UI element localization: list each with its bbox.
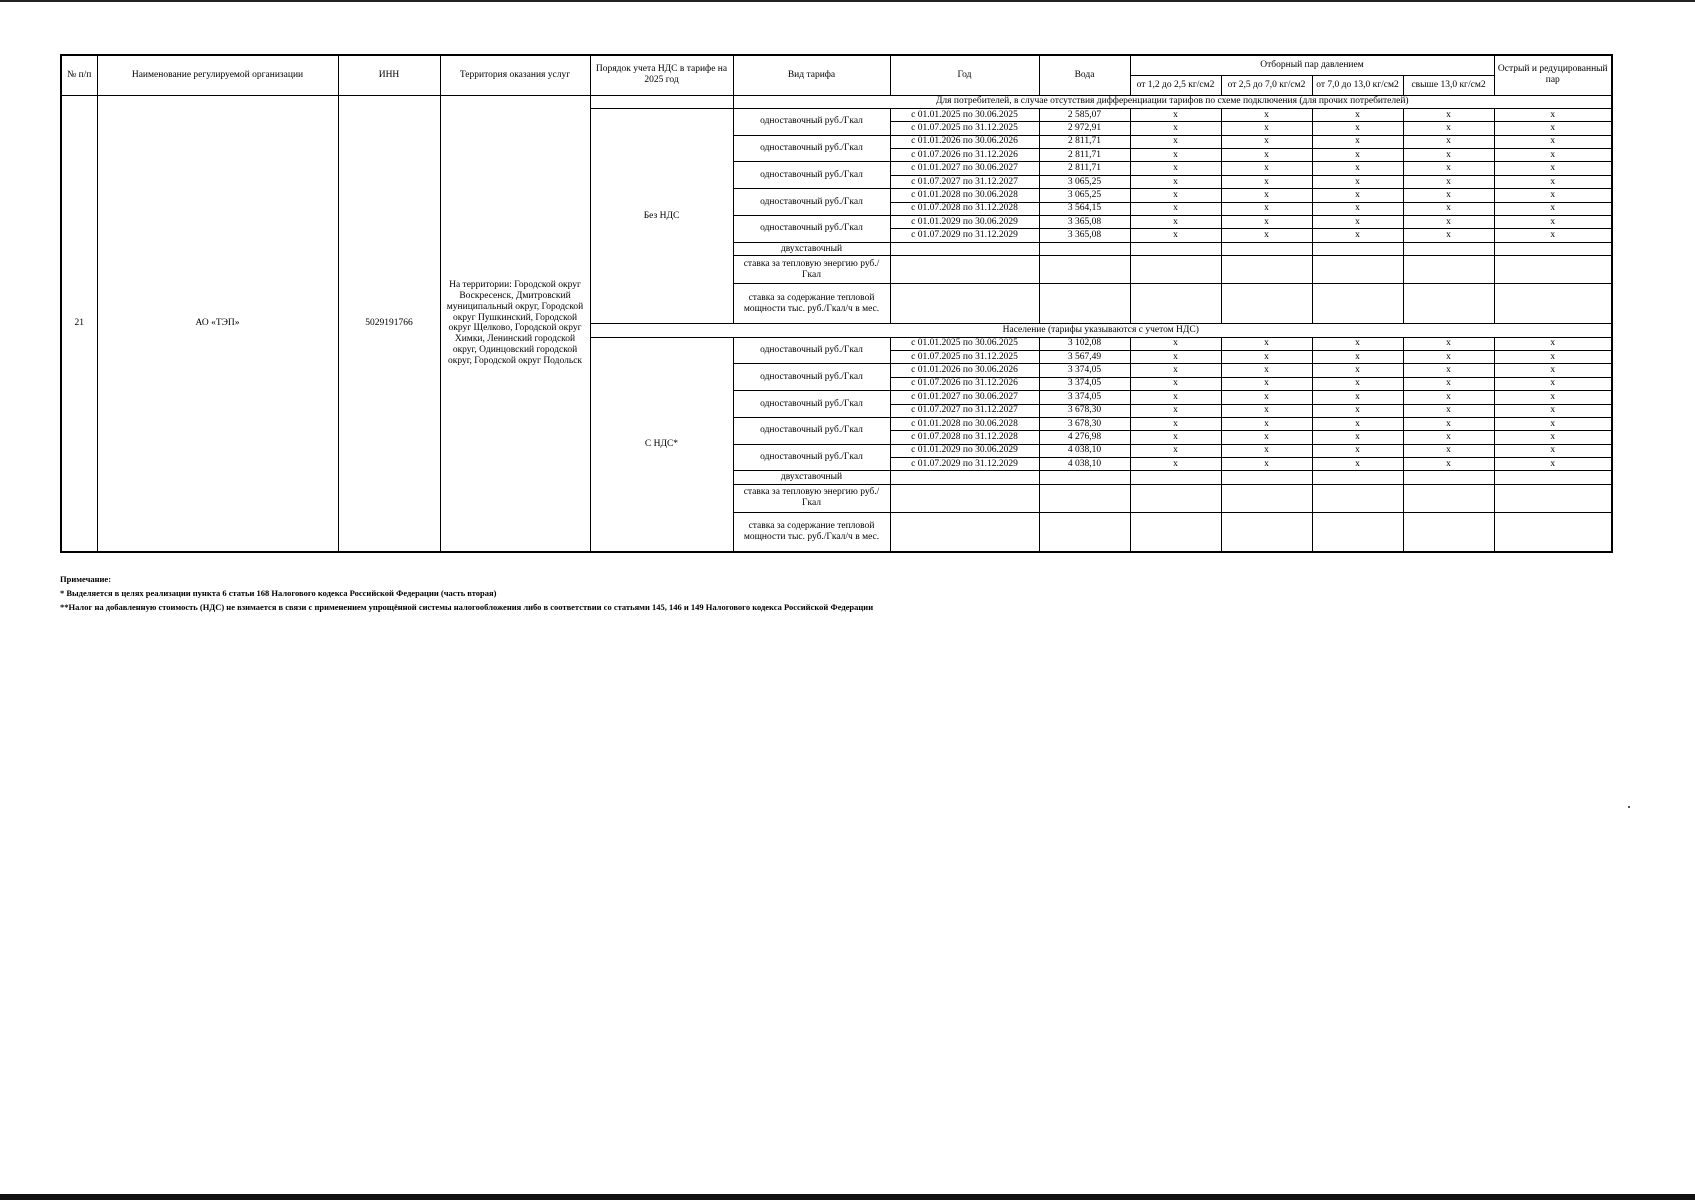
water-value: 4 038,10: [1039, 444, 1130, 457]
notes-block: [60, 572, 873, 614]
x-mark: x: [1494, 135, 1612, 148]
header-steam-group: Отборный пар давлением: [1130, 55, 1494, 75]
x-mark: x: [1494, 149, 1612, 162]
tariff-type-one-rate: одноставочный руб./Гкал: [733, 135, 890, 162]
period: с 01.01.2027 по 30.06.2027: [890, 391, 1039, 404]
x-mark: x: [1221, 216, 1312, 229]
vat-blank: [590, 95, 733, 108]
x-mark: x: [1494, 229, 1612, 242]
x-mark: x: [1221, 444, 1312, 457]
x-mark: x: [1130, 364, 1221, 377]
x-mark: x: [1130, 202, 1221, 215]
water-value: 3 374,05: [1039, 377, 1130, 390]
period: с 01.07.2026 по 31.12.2026: [890, 149, 1039, 162]
note-1: * Выделяется в целях реализации пункта 6 статьи 168 Налогового кодекса Российской Федерации (часть вторая): [60, 588, 497, 598]
x-mark: x: [1221, 122, 1312, 135]
x-mark: x: [1221, 202, 1312, 215]
tariff-type-one-rate: одноставочный руб./Гкал: [733, 337, 890, 364]
header-steam-col: свыше 13,0 кг/см2: [1403, 75, 1494, 95]
vat-order-label: Без НДС: [590, 108, 733, 323]
x-mark: x: [1312, 108, 1403, 121]
period: с 01.07.2029 по 31.12.2029: [890, 229, 1039, 242]
period: с 01.07.2028 по 31.12.2028: [890, 431, 1039, 444]
empty-cell: [1130, 256, 1221, 284]
x-mark: x: [1130, 189, 1221, 202]
period: с 01.07.2027 по 31.12.2027: [890, 175, 1039, 188]
x-mark: x: [1130, 337, 1221, 350]
x-mark: x: [1130, 431, 1221, 444]
x-mark: x: [1403, 364, 1494, 377]
x-mark: x: [1494, 391, 1612, 404]
water-value: 2 811,71: [1039, 162, 1130, 175]
water-value: 2 811,71: [1039, 149, 1130, 162]
empty-cell: [1403, 284, 1494, 324]
x-mark: x: [1494, 216, 1612, 229]
tariff-type-capacity-rate: ставка за содержание тепловой мощности тыс. руб./Гкал/ч в мес.: [733, 512, 890, 552]
x-mark: x: [1130, 444, 1221, 457]
header-steam-col: от 1,2 до 2,5 кг/см2: [1130, 75, 1221, 95]
empty-cell: [1312, 284, 1403, 324]
empty-cell: [1130, 484, 1221, 512]
x-mark: x: [1221, 108, 1312, 121]
header-vat-order: Порядок учета НДС в тарифе на 2025 год: [590, 55, 733, 95]
x-mark: x: [1221, 337, 1312, 350]
x-mark: x: [1312, 175, 1403, 188]
water-value: 3 564,15: [1039, 202, 1130, 215]
x-mark: x: [1403, 444, 1494, 457]
water-value: 4 038,10: [1039, 458, 1130, 471]
period: с 01.01.2027 по 30.06.2027: [890, 162, 1039, 175]
x-mark: x: [1494, 417, 1612, 430]
x-mark: x: [1494, 364, 1612, 377]
x-mark: x: [1494, 189, 1612, 202]
x-mark: x: [1494, 458, 1612, 471]
empty-cell: [1130, 242, 1221, 255]
x-mark: x: [1494, 337, 1612, 350]
empty-cell: [1494, 471, 1612, 484]
tariff-type-one-rate: одноставочный руб./Гкал: [733, 216, 890, 243]
x-mark: x: [1312, 431, 1403, 444]
empty-cell: [890, 256, 1039, 284]
x-mark: x: [1312, 444, 1403, 457]
empty-cell: [1221, 471, 1312, 484]
header-num: № п/п: [61, 55, 97, 95]
row-num: 21: [61, 95, 97, 552]
tariff-type-one-rate: одноставочный руб./Гкал: [733, 189, 890, 216]
x-mark: x: [1494, 350, 1612, 363]
x-mark: x: [1312, 458, 1403, 471]
empty-cell: [1312, 512, 1403, 552]
header-sharp-steam: Острый и редуцированный пар: [1494, 55, 1612, 95]
x-mark: x: [1494, 444, 1612, 457]
x-mark: x: [1312, 135, 1403, 148]
x-mark: x: [1403, 229, 1494, 242]
x-mark: x: [1130, 350, 1221, 363]
water-value: 3 567,49: [1039, 350, 1130, 363]
x-mark: x: [1130, 122, 1221, 135]
period: с 01.01.2026 по 30.06.2026: [890, 135, 1039, 148]
empty-cell: [1221, 484, 1312, 512]
empty-cell: [1039, 242, 1130, 255]
x-mark: x: [1494, 431, 1612, 444]
x-mark: x: [1494, 377, 1612, 390]
x-mark: x: [1312, 189, 1403, 202]
x-mark: x: [1221, 189, 1312, 202]
x-mark: x: [1130, 175, 1221, 188]
empty-cell: [1494, 242, 1612, 255]
empty-cell: [890, 484, 1039, 512]
empty-cell: [1221, 512, 1312, 552]
empty-cell: [1221, 256, 1312, 284]
x-mark: x: [1403, 350, 1494, 363]
period: с 01.01.2026 по 30.06.2026: [890, 364, 1039, 377]
tariff-table: [60, 54, 1613, 553]
empty-cell: [1494, 256, 1612, 284]
inn-value: 5029191766: [338, 95, 440, 552]
empty-cell: [1403, 242, 1494, 255]
tariff-type-two-rate: двухставочный: [733, 242, 890, 255]
x-mark: x: [1312, 216, 1403, 229]
x-mark: x: [1312, 350, 1403, 363]
x-mark: x: [1130, 216, 1221, 229]
tariff-type-heat-rate: ставка за тепловую энергию руб./Гкал: [733, 256, 890, 284]
empty-cell: [1312, 242, 1403, 255]
empty-cell: [1312, 471, 1403, 484]
x-mark: x: [1221, 162, 1312, 175]
x-mark: x: [1312, 417, 1403, 430]
empty-cell: [1312, 484, 1403, 512]
tariff-type-one-rate: одноставочный руб./Гкал: [733, 108, 890, 135]
empty-cell: [1494, 512, 1612, 552]
x-mark: x: [1130, 417, 1221, 430]
scan-edge-top: [0, 0, 1695, 2]
x-mark: x: [1403, 135, 1494, 148]
empty-cell: [1221, 242, 1312, 255]
water-value: 2 972,91: [1039, 122, 1130, 135]
x-mark: x: [1130, 404, 1221, 417]
x-mark: x: [1221, 229, 1312, 242]
org-name: АО «ТЭП»: [97, 95, 338, 552]
header-org: Наименование регулируемой организации: [97, 55, 338, 95]
empty-cell: [890, 471, 1039, 484]
water-value: 2 811,71: [1039, 135, 1130, 148]
period: с 01.01.2028 по 30.06.2028: [890, 417, 1039, 430]
water-value: 3 678,30: [1039, 404, 1130, 417]
period: с 01.07.2027 по 31.12.2027: [890, 404, 1039, 417]
x-mark: x: [1494, 404, 1612, 417]
empty-cell: [1039, 471, 1130, 484]
x-mark: x: [1130, 458, 1221, 471]
empty-cell: [1130, 471, 1221, 484]
period: с 01.07.2026 по 31.12.2026: [890, 377, 1039, 390]
empty-cell: [1039, 256, 1130, 284]
x-mark: x: [1494, 122, 1612, 135]
empty-cell: [890, 242, 1039, 255]
x-mark: x: [1403, 202, 1494, 215]
tariff-type-one-rate: одноставочный руб./Гкал: [733, 444, 890, 471]
period: с 01.01.2025 по 30.06.2025: [890, 337, 1039, 350]
x-mark: x: [1221, 135, 1312, 148]
tariff-type-one-rate: одноставочный руб./Гкал: [733, 162, 890, 189]
empty-cell: [1403, 484, 1494, 512]
period: с 01.01.2025 по 30.06.2025: [890, 108, 1039, 121]
empty-cell: [1221, 284, 1312, 324]
x-mark: x: [1312, 229, 1403, 242]
x-mark: x: [1403, 162, 1494, 175]
x-mark: x: [1221, 364, 1312, 377]
water-value: 4 276,98: [1039, 431, 1130, 444]
table-header: [61, 55, 1612, 95]
note-2: **Налог на добавленную стоимость (НДС) не взимается в связи с применением упрощённой системы налогообложения либо в соответствии со статьями 145, 146 и 149 Налогового кодекса Российской Федерации: [60, 602, 874, 612]
x-mark: x: [1130, 229, 1221, 242]
period: с 01.07.2025 по 31.12.2025: [890, 350, 1039, 363]
x-mark: x: [1130, 391, 1221, 404]
header-territory: Территория оказания услуг: [440, 55, 590, 95]
tariff-type-one-rate: одноставочный руб./Гкал: [733, 417, 890, 444]
header-steam-col: от 2,5 до 7,0 кг/см2: [1221, 75, 1312, 95]
tariff-type-one-rate: одноставочный руб./Гкал: [733, 391, 890, 418]
x-mark: x: [1312, 162, 1403, 175]
water-value: 3 365,08: [1039, 216, 1130, 229]
x-mark: x: [1403, 431, 1494, 444]
table-body: [61, 95, 1612, 552]
x-mark: x: [1221, 149, 1312, 162]
x-mark: x: [1130, 108, 1221, 121]
x-mark: x: [1130, 162, 1221, 175]
x-mark: x: [1403, 391, 1494, 404]
empty-cell: [1130, 284, 1221, 324]
x-mark: x: [1494, 108, 1612, 121]
x-mark: x: [1494, 202, 1612, 215]
x-mark: x: [1221, 404, 1312, 417]
empty-cell: [1403, 512, 1494, 552]
empty-cell: [1039, 484, 1130, 512]
water-value: 3 102,08: [1039, 337, 1130, 350]
x-mark: x: [1312, 364, 1403, 377]
water-value: 3 065,25: [1039, 175, 1130, 188]
x-mark: x: [1221, 175, 1312, 188]
water-value: 3 374,05: [1039, 364, 1130, 377]
empty-cell: [890, 512, 1039, 552]
tariff-type-one-rate: одноставочный руб./Гкал: [733, 364, 890, 391]
x-mark: x: [1312, 202, 1403, 215]
x-mark: x: [1312, 149, 1403, 162]
empty-cell: [1494, 284, 1612, 324]
x-mark: x: [1130, 135, 1221, 148]
x-mark: x: [1312, 122, 1403, 135]
x-mark: x: [1403, 189, 1494, 202]
scan-edge-bottom: [0, 1194, 1695, 1200]
x-mark: x: [1312, 391, 1403, 404]
x-mark: x: [1403, 216, 1494, 229]
x-mark: x: [1403, 377, 1494, 390]
x-mark: x: [1494, 175, 1612, 188]
period: с 01.07.2029 по 31.12.2029: [890, 458, 1039, 471]
x-mark: x: [1403, 458, 1494, 471]
x-mark: x: [1312, 337, 1403, 350]
empty-cell: [1130, 512, 1221, 552]
section-other-consumers: Для потребителей, в случае отсутствия дифференциации тарифов по схеме подключения (для прочих потребителей): [733, 95, 1612, 108]
x-mark: x: [1403, 122, 1494, 135]
empty-cell: [1403, 256, 1494, 284]
header-water: Вода: [1039, 55, 1130, 95]
empty-cell: [890, 284, 1039, 324]
x-mark: x: [1130, 377, 1221, 390]
x-mark: x: [1221, 391, 1312, 404]
period: с 01.01.2028 по 30.06.2028: [890, 189, 1039, 202]
x-mark: x: [1221, 377, 1312, 390]
x-mark: x: [1221, 350, 1312, 363]
x-mark: x: [1403, 149, 1494, 162]
tariff-type-heat-rate: ставка за тепловую энергию руб./Гкал: [733, 484, 890, 512]
tariff-sheet: [60, 54, 1611, 553]
period: с 01.01.2029 по 30.06.2029: [890, 216, 1039, 229]
water-value: 3 365,08: [1039, 229, 1130, 242]
x-mark: x: [1494, 162, 1612, 175]
empty-cell: [1039, 512, 1130, 552]
header-year: Год: [890, 55, 1039, 95]
section-population: Население (тарифы указываются с учетом НДС): [590, 324, 1612, 337]
header-inn: ИНН: [338, 55, 440, 95]
header-steam-col: от 7,0 до 13,0 кг/см2: [1312, 75, 1403, 95]
x-mark: x: [1403, 175, 1494, 188]
empty-cell: [1312, 256, 1403, 284]
x-mark: x: [1130, 149, 1221, 162]
water-value: 3 065,25: [1039, 189, 1130, 202]
empty-cell: [1494, 484, 1612, 512]
water-value: 3 374,05: [1039, 391, 1130, 404]
header-tariff-type: Вид тарифа: [733, 55, 890, 95]
scan-speck: [1628, 806, 1630, 808]
water-value: 2 585,07: [1039, 108, 1130, 121]
x-mark: x: [1403, 108, 1494, 121]
territory-text: На территории: Городской округ Воскресенск, Дмитровский муниципальный округ, Городской округ Пушкинский, Городской округ Щелково, Городской округ Химки, Ленинский городской округ, Одинцовский городской округ, Городской округ Подольск: [440, 95, 590, 552]
period: с 01.07.2025 по 31.12.2025: [890, 122, 1039, 135]
x-mark: x: [1221, 431, 1312, 444]
empty-cell: [1403, 471, 1494, 484]
vat-order-label: С НДС*: [590, 337, 733, 552]
period: с 01.07.2028 по 31.12.2028: [890, 202, 1039, 215]
x-mark: x: [1403, 404, 1494, 417]
section-row: [61, 95, 1612, 108]
x-mark: x: [1221, 417, 1312, 430]
period: с 01.01.2029 по 30.06.2029: [890, 444, 1039, 457]
x-mark: x: [1312, 377, 1403, 390]
tariff-type-two-rate: двухставочный: [733, 471, 890, 484]
x-mark: x: [1403, 337, 1494, 350]
notes-title: Примечание:: [60, 574, 112, 584]
x-mark: x: [1312, 404, 1403, 417]
empty-cell: [1039, 284, 1130, 324]
tariff-type-capacity-rate: ставка за содержание тепловой мощности тыс. руб./Гкал/ч в мес.: [733, 284, 890, 324]
water-value: 3 678,30: [1039, 417, 1130, 430]
x-mark: x: [1221, 458, 1312, 471]
x-mark: x: [1403, 417, 1494, 430]
